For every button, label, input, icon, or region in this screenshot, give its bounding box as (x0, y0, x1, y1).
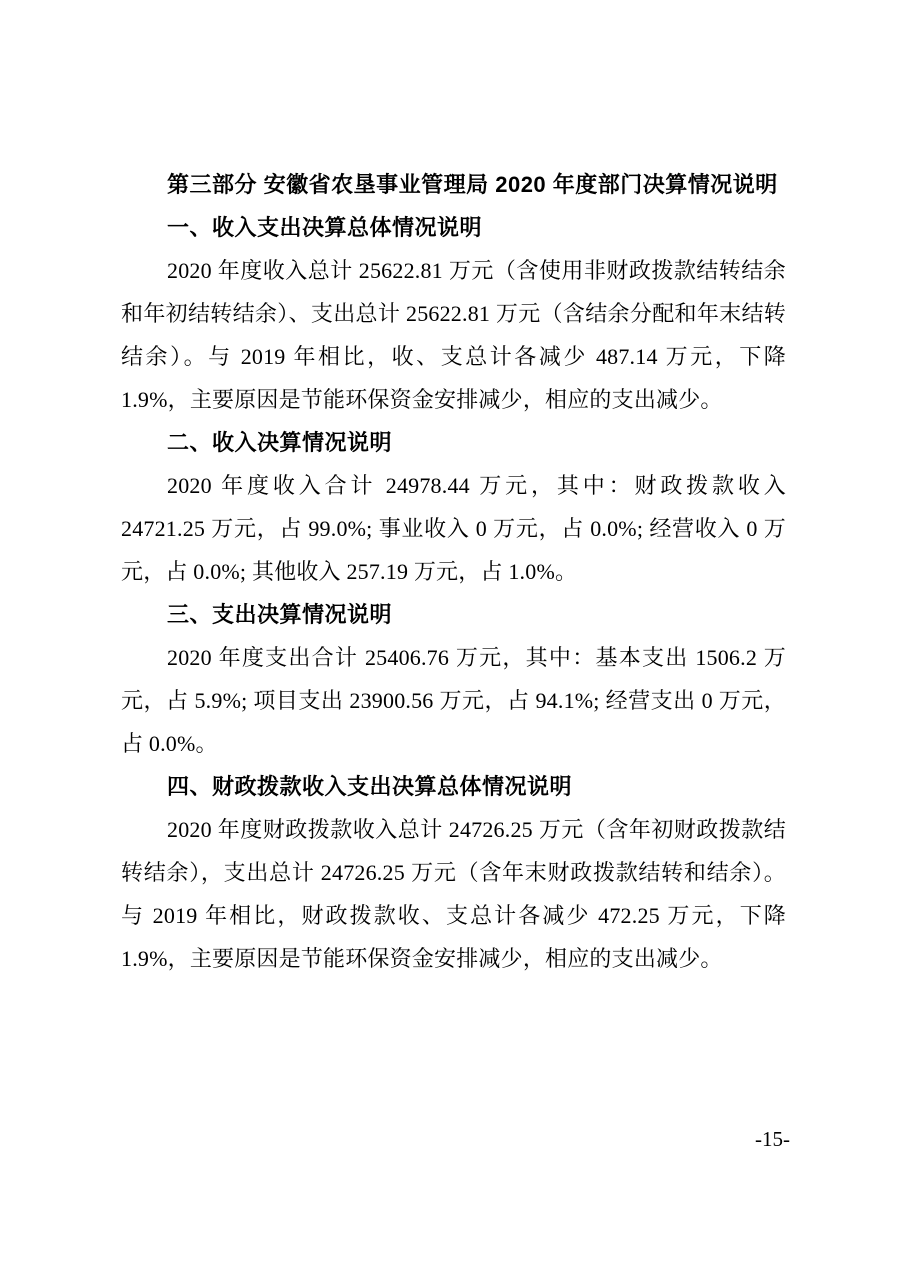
document-title: 第三部分 安徽省农垦事业管理局 2020 年度部门决算情况说明 (167, 172, 778, 197)
section-heading-expenditure-detail: 三、支出决算情况说明 (167, 602, 393, 627)
section-paragraph-income-expenditure-overall: 2020 年度收入总计 25622.81 万元（含使用非财政拨款结转结余和年初结转结余）、支出总计 25622.81 万元（含结余分配和年末结转结余）。与 2019 年相比，收、支总计各减少 487.14 万元，下降 1.9%，主要原因是节能环保资金安排减少，相应的支出减少。 (121, 258, 786, 412)
section-heading-fiscal-appropriation-overall: 四、财政拨款收入支出决算总体情况说明 (167, 774, 573, 799)
section-heading-income-expenditure-overall: 一、收入支出决算总体情况说明 (167, 215, 483, 240)
section-heading-income-detail: 二、收入决算情况说明 (167, 430, 393, 455)
section-paragraph-fiscal-appropriation-overall: 2020 年度财政拨款收入总计 24726.25 万元（含年初财政拨款结转结余），支出总计 24726.25 万元（含年末财政拨款结转和结余）。与 2019 年相比，财政拨款收、支总计各减少 472.25 万元，下降 1.9%，主要原因是节能环保资金安排减少，相应的支出减少。 (121, 817, 786, 971)
section-paragraph-income-detail: 2020 年度收入合计 24978.44 万元，其中：财政拨款收入 24721.25 万元，占 99.0%; 事业收入 0 万元，占 0.0%; 经营收入 0 万元，占 0.0%; 其他收入 257.19 万元，占 1.0%。 (121, 473, 786, 584)
document-content (121, 163, 786, 980)
section-paragraph-expenditure-detail: 2020 年度支出合计 25406.76 万元，其中：基本支出 1506.2 万元，占 5.9%; 项目支出 23900.56 万元，占 94.1%; 经营支出 0 万元，占 0.0%。 (121, 645, 786, 756)
page-number: -15- (755, 1127, 790, 1151)
